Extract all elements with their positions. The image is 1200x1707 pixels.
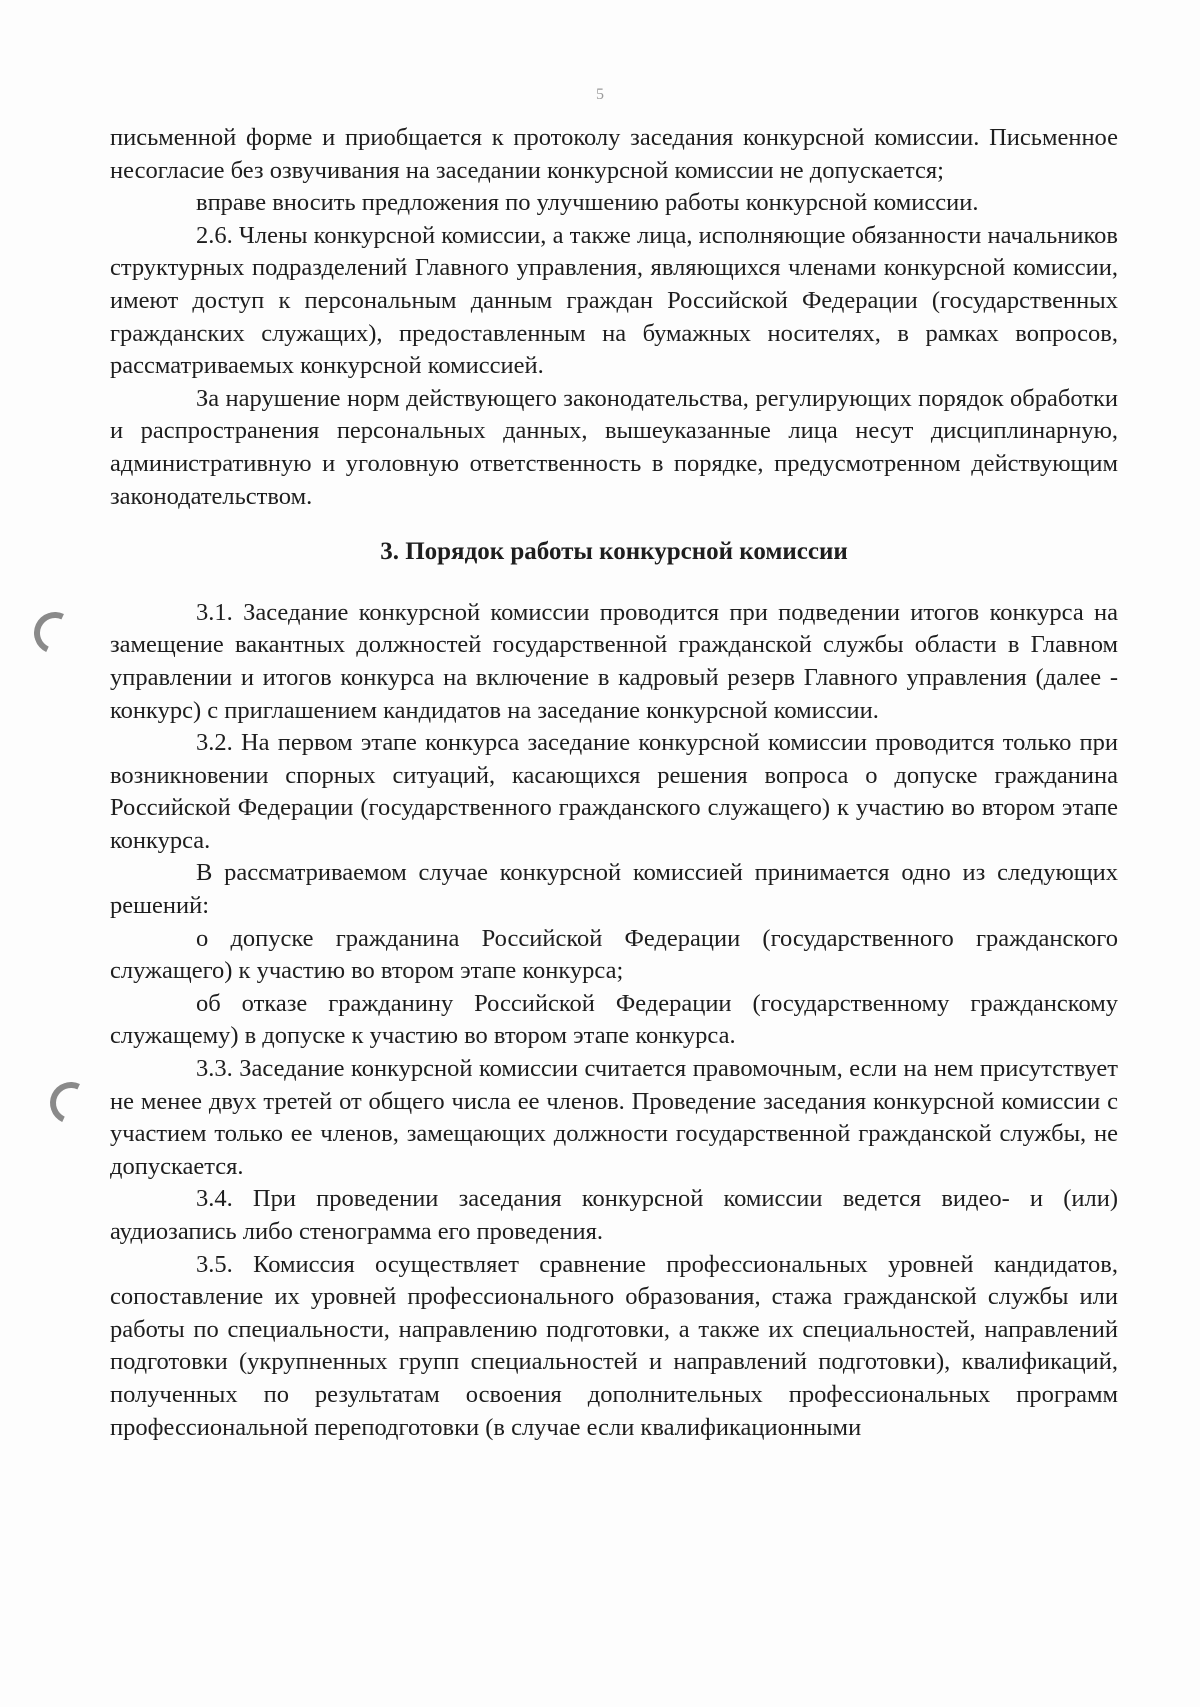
paragraph: За нарушение норм действующего законодательства, регулирующих порядок обработки и распространения персональных данных, вышеуказанные лица несут дисциплинарную, административную и уголовную ответственность в порядке, предусмотренном действующим законодательством. <box>110 384 1118 510</box>
section-heading: 3. Порядок работы конкурсной комиссии <box>380 538 848 566</box>
document-body <box>110 122 1118 1444</box>
paragraph: вправе вносить предложения по улучшению работы конкурсной комиссии. <box>196 189 979 217</box>
paragraph: 3.4. При проведении заседания конкурсной комиссии ведется видео- и (или) аудиозапись либо стенограмма его проведения. <box>110 1185 1118 1245</box>
paragraph: письменной форме и приобщается к протоколу заседания конкурсной комиссии. Письменное несогласие без озвучивания на заседании конкурсной комиссии не допускается; <box>110 124 1118 184</box>
paragraph: 2.6. Члены конкурсной комиссии, а также лица, исполняющие обязанности начальников структурных подразделений Главного управления, являющихся членами конкурсной комиссии, имеют доступ к персональным данным граждан Российской Федерации (государственных гражданских служащих), предоставленным на бумажных носителях, в рамках вопросов, рассматриваемых конкурсной комиссией. <box>110 221 1118 380</box>
paragraph: 3.3. Заседание конкурсной комиссии считается правомочным, если на нем присутствует не менее двух третей от общего числа ее членов. Проведение заседания конкурсной комиссии с участием только ее членов, замещающих должности государственной гражданской службы, не допускается. <box>110 1055 1118 1180</box>
paragraph: В рассматриваемом случае конкурсной комиссией принимается одно из следующих решений: <box>110 859 1118 920</box>
paragraph: 3.2. На первом этапе конкурса заседание конкурсной комиссии проводится только при возникновении спорных ситуаций, касающихся решения вопроса о допуске гражданина Российской Федерации (государственного гражданского служащего) к участию во втором этапе конкурса. <box>110 729 1118 854</box>
paragraph: о допуске гражданина Российской Федерации (государственного гражданского служащего) к участию во втором этапе конкурса; <box>110 924 1118 985</box>
hole-punch-mark <box>44 1076 98 1130</box>
page-number: 5 <box>596 86 604 103</box>
paragraph: 3.5. Комиссия осуществляет сравнение профессиональных уровней кандидатов, сопоставление их уровней профессионального образования, стажа гражданской службы или работы по специальности, направлению подготовки, а также их специальностей, направлений подготовки (укрупненных групп специальностей и направлений подготовки), квалификаций, полученных по результатам освоения дополнительных профессиональных программ профессиональной переподготовки (в случае если квалификационными <box>110 1250 1118 1441</box>
paragraph: об отказе гражданину Российской Федерации (государственному гражданскому служащему) в допуске к участию во втором этапе конкурса. <box>110 989 1118 1050</box>
paragraph: 3.1. Заседание конкурсной комиссии проводится при подведении итогов конкурса на замещение вакантных должностей государственной гражданской службы области в Главном управлении и итогов конкурса на включение в кадровый резерв Главного управления (далее - конкурс) с приглашением кандидатов на заседание конкурсной комиссии. <box>110 598 1118 724</box>
hole-punch-mark <box>28 606 82 660</box>
